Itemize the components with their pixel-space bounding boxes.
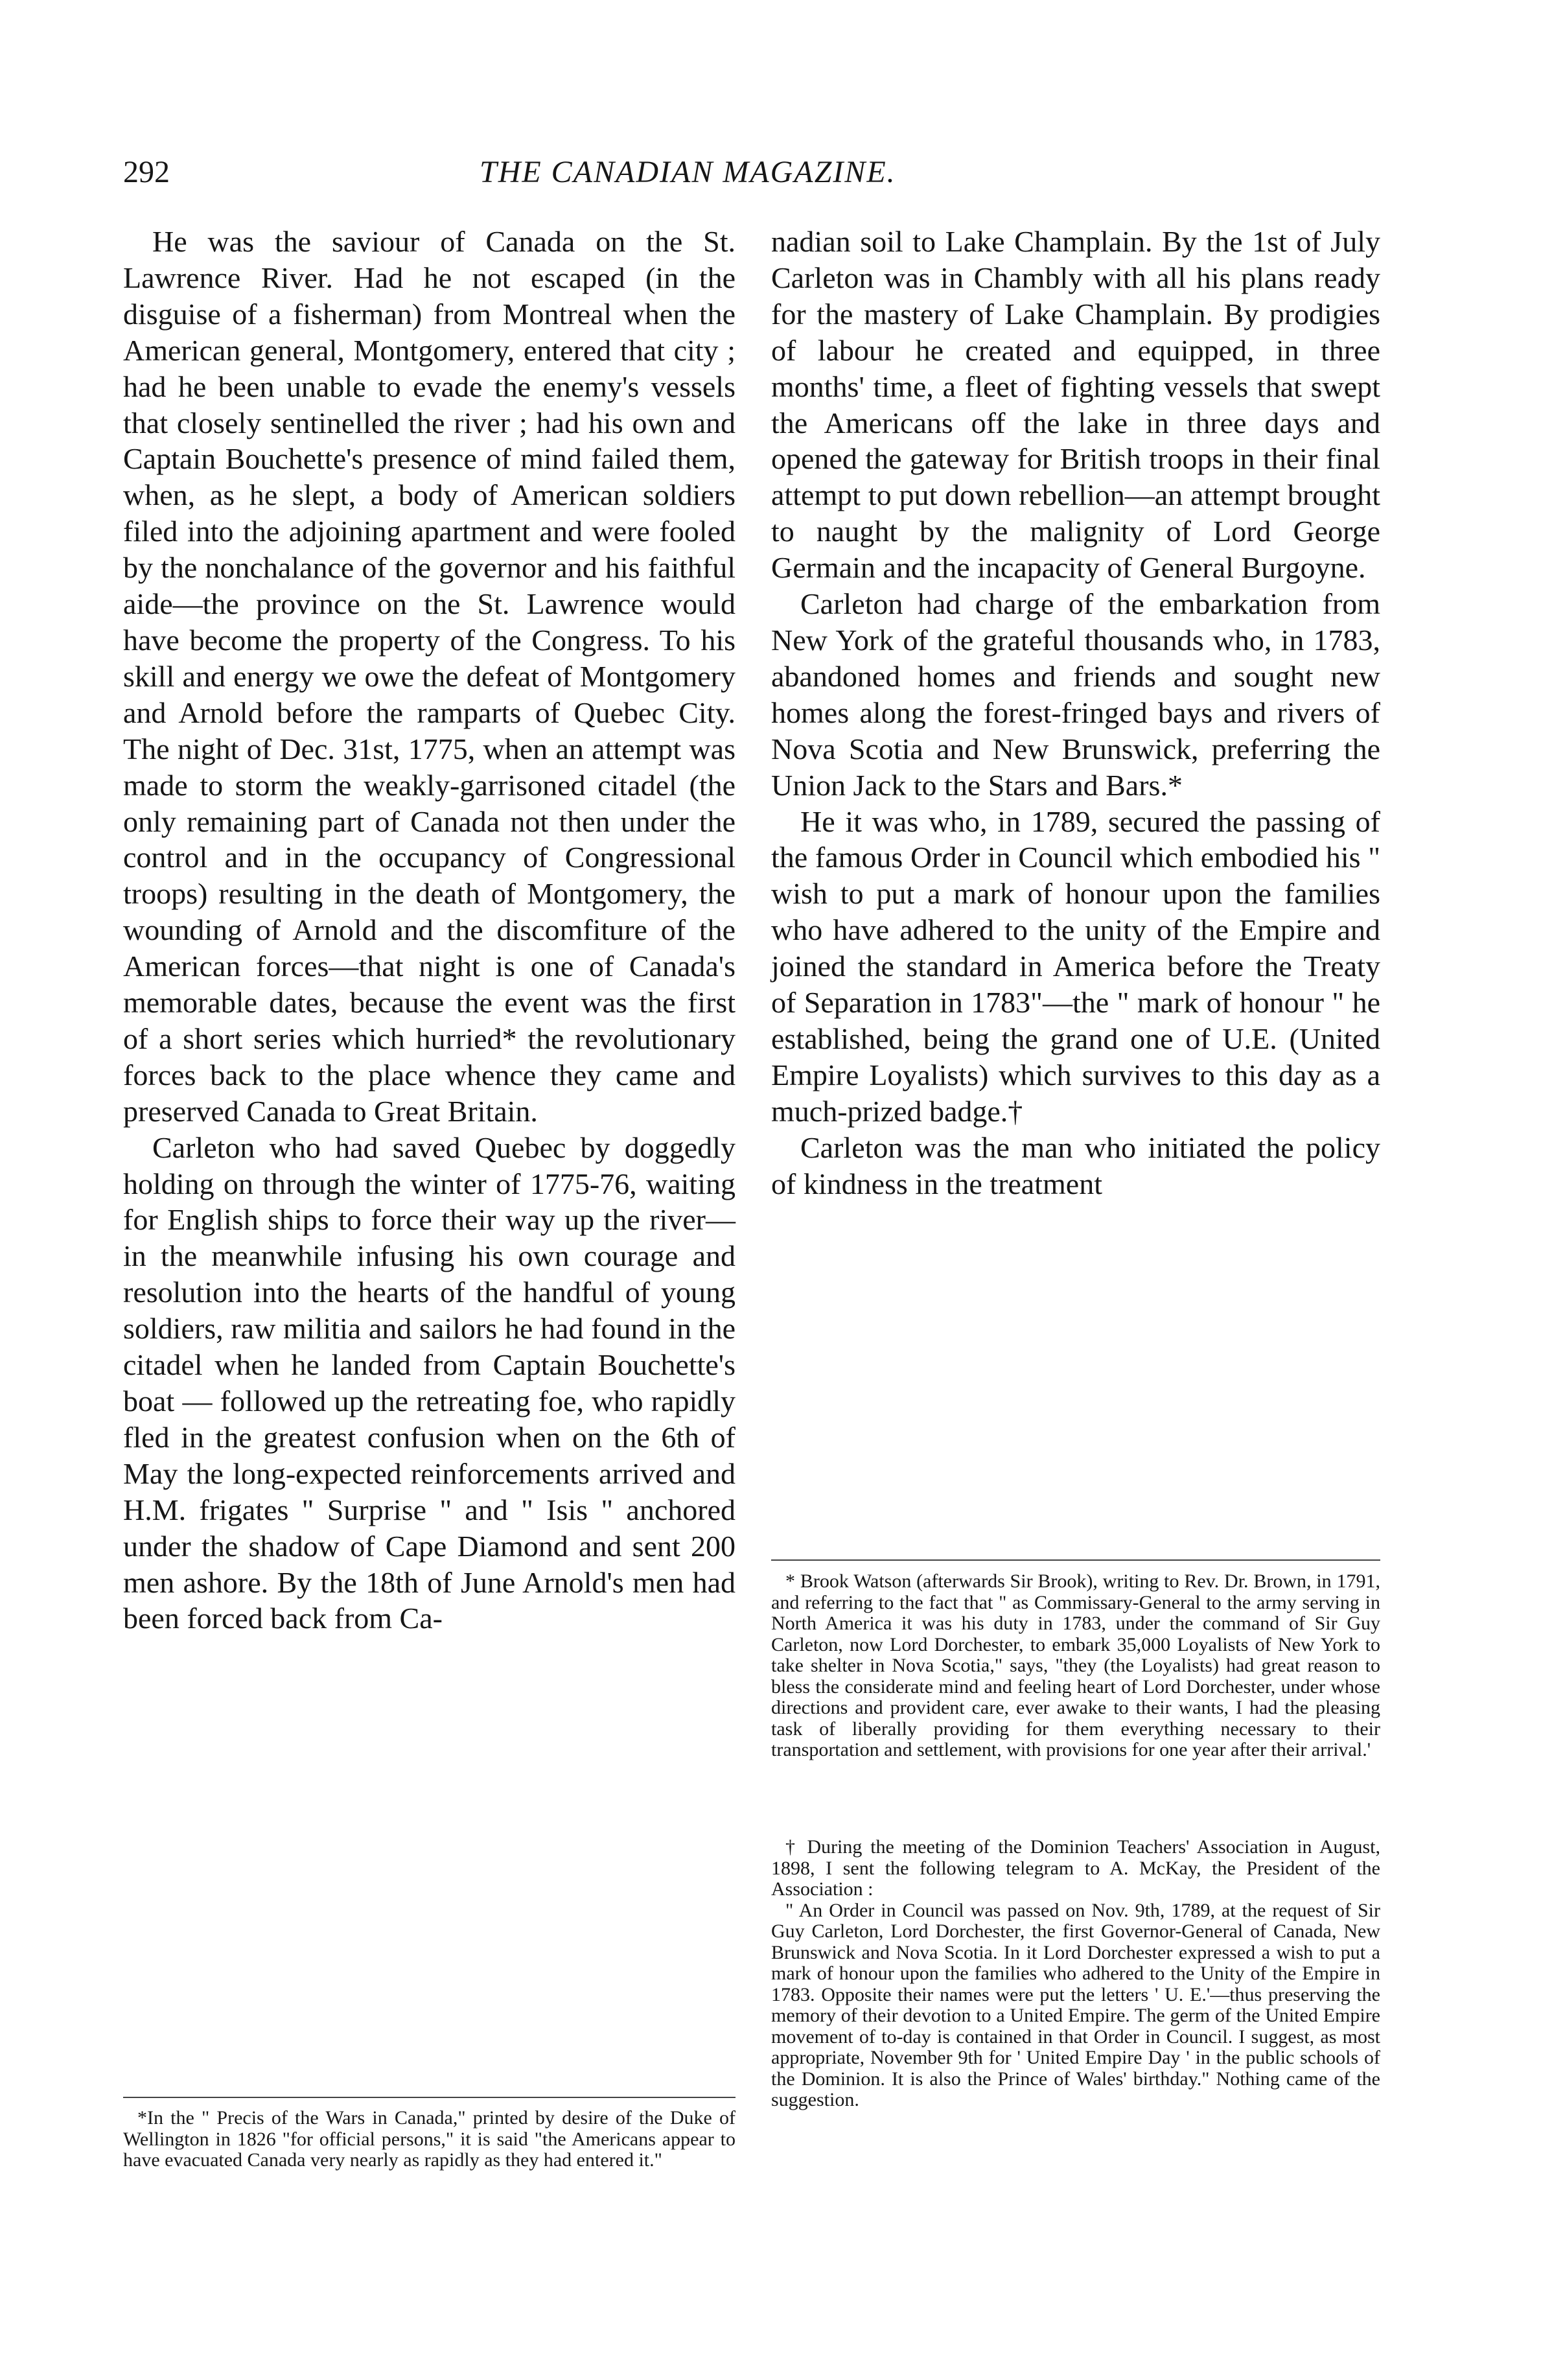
footnote-divider <box>771 1559 1380 1561</box>
footnote: † During the meeting of the Dominion Teachers' Association in August, 1898, I sent the following telegram to A. McKay, the President of the Association : <box>771 1836 1380 1900</box>
footnote: * Brook Watson (afterwards Sir Brook), writing to Rev. Dr. Brown, in 1791, and referring to the fact that " as Commissary-General to the army serving in North America it was his duty in 1783, under the command of Sir Guy Carleton, now Lord Dorchester, to embark 35,000 Loyalists of New York to take shelter in Nova Scotia," says, "they (the Loyalists) had great reason to bless the considerate mind and feeling heart of Lord Dorchester, under whose directions and provident care, ever awake to their wants, I had the pleasing task of liberally providing for them everything necessary to their transportation and settlement, with provisions for one year after their arrival.' <box>771 1570 1380 1760</box>
body-paragraph: He it was who, in 1789, secured the passing of the famous Order in Council which embodied his " wish to put a mark of honour upon the families who have adhered to the unity of the Empire and joined the standard in America before the Treaty of Separation in 1783"—the " mark of honour " he established, being the grand one of U.E. (United Empire Loyalists) which survives to this day as a much-prized badge.† <box>771 804 1380 1128</box>
footnote-block <box>771 1837 1380 2111</box>
body-paragraph-continuation: nadian soil to Lake Champlain. By the 1st of July Carleton was in Chambly with all his plans ready for the mastery of Lake Champlain. By prodigies of labour he created and equipped, in three months' time, a fleet of fighting vessels that swept the Americans off the lake in three days and opened the gateway for British troops in their final attempt to put down rebellion—an attempt brought to naught by the malignity of Lord George Germain and the incapacity of General Burgoyne. <box>771 225 1380 585</box>
footnote-block <box>771 1571 1380 1761</box>
body-paragraph: Carleton had charge of the embarkation from New York of the grateful thousands who, in 1783, abandoned homes and friends and sought new homes along the forest-fringed bays and rivers of Nova Scotia and New Brunswick, preferring the Union Jack to the Stars and Bars.* <box>771 587 1380 802</box>
body-paragraph: He was the saviour of Canada on the St. Lawrence River. Had he not escaped (in the disguise of a fisherman) from Montreal when the American general, Montgomery, entered that city ; had he been unable to evade the enemy's vessels that closely sentinelled the river ; had his own and Captain Bouchette's presence of mind failed them, when, as he slept, a body of American soldiers filed into the adjoining apartment and were fooled by the nonchalance of the governor and his faithful aide—the province on the St. Lawrence would have become the property of the Congress. To his skill and energy we owe the defeat of Montgomery and Arnold before the ramparts of Quebec City. The night of Dec. 31st, 1775, when an attempt was made to storm the weakly-garrisoned citadel (the only remaining part of Canada not then under the control and in the occupancy of Congressional troops) resulting in the death of Montgomery, the wounding of Arnold and the discomfiture of the American forces—that night is one of Canada's memorable dates, because the event was the first of a short series which hurried* the revolutionary forces back to the place whence they came and preserved Canada to Great Britain. <box>123 225 736 1128</box>
left-column <box>123 224 736 1637</box>
footnote-divider <box>123 2097 736 2098</box>
body-paragraph: Carleton who had saved Quebec by doggedly holding on through the winter of 1775-76, waiting for English ships to force their way up the river—in the meanwhile infusing his own courage and resolution into the hearts of the handful of young soldiers, raw militia and sailors he had found in the citadel when he landed from Captain Bouchette's boat — followed up the retreating foe, who rapidly fled in the greatest confusion when on the 6th of May the long-expected reinforcements arrived and H.M. frigates " Surprise " and " Isis " anchored under the shadow of Cape Diamond and sent 200 men ashore. By the 18th of June Arnold's men had been forced back from Ca- <box>123 1130 736 1635</box>
body-paragraph: Carleton was the man who initiated the policy of kindness in the treatment <box>771 1130 1380 1200</box>
footnote-block <box>123 2108 736 2171</box>
footnote-quote: " An Order in Council was passed on Nov. 9th, 1789, at the request of Sir Guy Carleton, Lord Dorchester, the first Governor-General of Canada, New Brunswick and Nova Scotia. In it Lord Dorchester expressed a wish to put a mark of honour upon the families who adhered to the Unity of the Empire in 1783. Opposite their names were put the letters ' U. E.'—thus preserving the memory of their devotion to a United Empire. The germ of the United Empire movement of to-day is contained in that Order in Council. I suggest, as most appropriate, November 9th for ' United Empire Day ' in the public schools of the Dominion. It is also the Prince of Wales' birthday." Nothing came of the suggestion. <box>771 1899 1380 2110</box>
right-column <box>771 224 1380 1202</box>
footnote: *In the " Precis of the Wars in Canada," printed by desire of the Duke of Wellington in 1826 "for official persons," it is said "the Americans appear to have evacuated Canada very nearly as rapidly as they had entered it." <box>123 2107 736 2171</box>
page-number: 292 <box>123 155 170 189</box>
running-head: THE CANADIAN MAGAZINE. <box>480 155 896 189</box>
